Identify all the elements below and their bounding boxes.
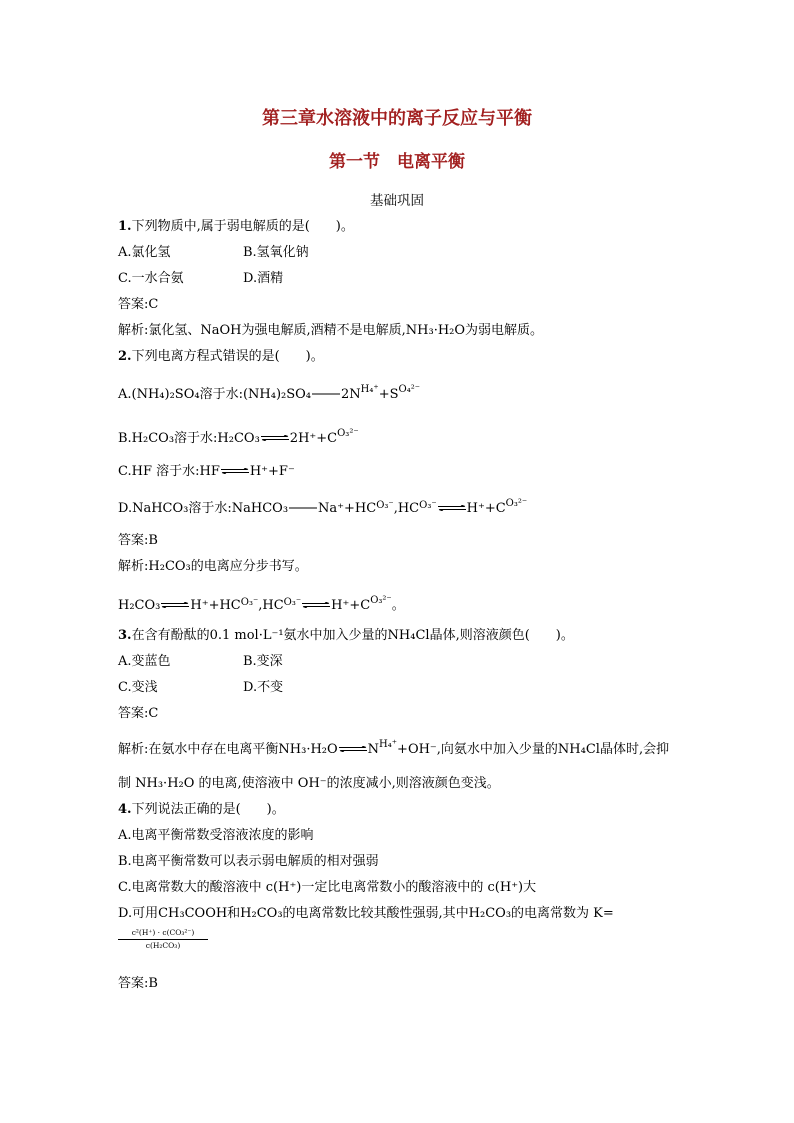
section-title: 第一节 电离平衡	[329, 152, 465, 172]
q1-option-d: D.酒精	[243, 271, 284, 286]
analysis-text: N	[367, 742, 380, 757]
analysis-text: H₂CO₃的电离应分步书写。	[148, 559, 308, 574]
eq-ion: O₃⁻	[419, 500, 437, 511]
q2-analysis	[118, 555, 308, 574]
eq-ion: O₃⁻	[240, 597, 259, 608]
question-number: 2.	[118, 349, 132, 364]
q1-answer	[118, 293, 158, 312]
q3-analysis-line2: 制 NH₃·H₂O 的电离,使溶液中 OH⁻的浓度减小,则溶液颜色变浅。	[118, 776, 500, 791]
eq-ion: O₃²⁻	[337, 428, 359, 439]
eq-part: H⁺+C	[331, 598, 371, 613]
q4-option-d: D.可用CH₃COOH和H₂CO₃的电离常数比较其酸性强弱,其中H₂CO₃的电离常数为 K=	[118, 906, 614, 921]
reversible-arrow	[260, 436, 290, 441]
reversible-arrow	[338, 747, 368, 752]
q4-option-a: A.电离平衡常数受溶液浓度的影响	[118, 828, 314, 843]
question-2-stem	[118, 345, 324, 364]
answer-value: B	[148, 976, 158, 991]
q3-analysis-line1	[118, 738, 669, 757]
eq-part: 。	[391, 598, 405, 613]
q4-fraction	[118, 928, 208, 951]
eq-part: B.H₂CO₃溶于水:H₂CO₃	[118, 431, 260, 446]
eq-ion: H₄⁺	[360, 384, 379, 395]
eq-part: 2H⁺+C	[289, 431, 338, 446]
q3-option-b: B.变深	[243, 654, 283, 669]
fraction-bar	[118, 939, 208, 940]
eq-ion: O₃⁻	[376, 500, 394, 511]
eq-part: ,HC	[393, 501, 420, 516]
analysis-text: 在氨水中存在电离平衡NH₃·H₂O	[148, 742, 338, 757]
equals-arrow	[311, 392, 341, 397]
question-4-stem	[118, 798, 285, 817]
q2-option-a	[118, 383, 420, 402]
reversible-arrow	[301, 603, 331, 608]
eq-part: A.(NH₄)₂SO₄溶于水:(NH₄)₂SO₄	[118, 387, 312, 402]
question-1-stem	[118, 215, 354, 234]
answer-value: C	[148, 706, 159, 721]
eq-part: +S	[378, 387, 399, 402]
eq-part: ,HC	[258, 598, 284, 613]
reversible-arrow	[437, 506, 467, 511]
eq-part: H⁺+HC	[190, 598, 241, 613]
sub-title: 基础巩固	[370, 193, 424, 209]
question-number: 3.	[118, 628, 132, 643]
analysis-label: 解析:	[118, 742, 149, 757]
eq-part: 2N	[341, 387, 361, 402]
q1-analysis	[118, 319, 543, 338]
q3-answer	[118, 702, 158, 721]
question-text: 下列电离方程式错误的是( )。	[131, 349, 324, 364]
eq-part: D.NaHCO₃溶于水:NaHCO₃	[118, 501, 289, 516]
analysis-label: 解析:	[118, 559, 149, 574]
q2-option-d	[118, 497, 527, 516]
answer-label: 答案:	[118, 976, 149, 991]
q3-option-d: D.不变	[243, 680, 284, 695]
answer-value: C	[148, 297, 159, 312]
question-3-stem	[118, 624, 574, 643]
q3-option-c: C.变浅	[118, 680, 158, 695]
q4-answer	[118, 972, 158, 991]
question-number: 4.	[118, 802, 132, 817]
eq-part: H⁺+C	[466, 501, 506, 516]
q3-option-a: A.变蓝色	[118, 654, 171, 669]
analysis-text: +OH⁻,向氨水中加入少量的NH₄Cl晶体时,会抑	[397, 742, 670, 757]
q1-option-c: C.一水合氨	[118, 271, 184, 286]
q4-option-c: C.电离常数大的酸溶液中 c(H⁺)一定比电离常数小的酸溶液中的 c(H⁺)大	[118, 880, 537, 895]
analysis-label: 解析:	[118, 323, 149, 338]
q2-answer	[118, 529, 158, 548]
eq-part: H₂CO₃	[118, 598, 161, 613]
answer-value: B	[148, 533, 158, 548]
q1-option-b: B.氢氧化钠	[243, 245, 309, 260]
reversible-arrow	[220, 469, 250, 474]
eq-ion: O₃²⁻	[505, 498, 528, 509]
q1-option-a: A.氯化氢	[118, 245, 171, 260]
eq-ion: O₄²⁻	[398, 384, 420, 395]
question-text: 在含有酚酞的0.1 mol·L⁻¹氨水中加入少量的NH₄Cl晶体,则溶液颜色( )。	[131, 628, 574, 643]
fraction-numerator: c²(H⁺) · c(CO₃²⁻)	[131, 928, 195, 937]
reversible-arrow	[160, 603, 190, 608]
q2-option-b	[118, 427, 359, 446]
q2-analysis-equation	[118, 594, 405, 613]
eq-ion: H₄⁺	[379, 739, 398, 750]
answer-label: 答案:	[118, 706, 149, 721]
fraction-denominator: c(H₂CO₃)	[145, 941, 181, 950]
eq-part: C.HF 溶于水:HF	[118, 464, 220, 479]
question-text: 下列物质中,属于弱电解质的是( )。	[131, 219, 354, 234]
eq-part: Na⁺+HC	[318, 501, 377, 516]
answer-label: 答案:	[118, 533, 149, 548]
q2-option-c	[118, 460, 295, 479]
analysis-text: 氯化氢、NaOH为强电解质,酒精不是电解质,NH₃·H₂O为弱电解质。	[148, 323, 544, 338]
chapter-title: 第三章水溶液中的离子反应与平衡	[262, 108, 532, 129]
answer-label: 答案:	[118, 297, 149, 312]
equals-arrow	[288, 506, 318, 511]
eq-ion: O₃⁻	[283, 597, 302, 608]
question-number: 1.	[118, 219, 132, 234]
eq-part: H⁺+F⁻	[249, 464, 295, 479]
q4-option-b: B.电离平衡常数可以表示弱电解质的相对强弱	[118, 854, 379, 869]
eq-ion: O₃²⁻	[370, 595, 392, 606]
question-text: 下列说法正确的是( )。	[131, 802, 285, 817]
